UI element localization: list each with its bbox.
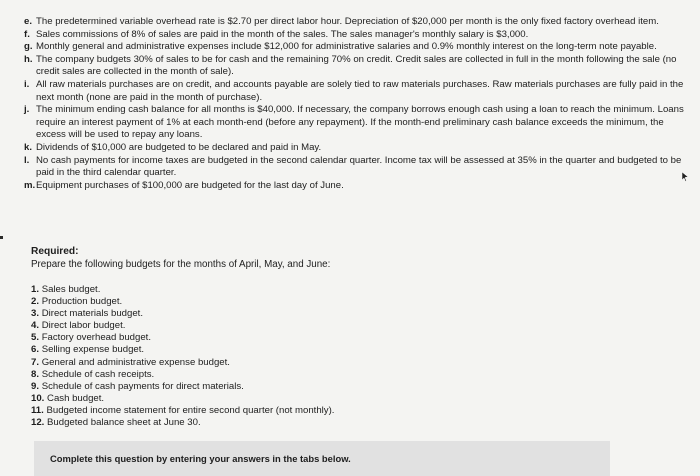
budget-item [31,393,334,405]
margin-marker [0,236,3,239]
budget-text: Direct labor budget. [41,320,126,332]
assumption-item [24,16,684,29]
budget-item [31,332,334,344]
budget-text: Factory overhead budget. [41,332,152,344]
required-instruction: Prepare the following budgets for the months of April, May, and June: [31,259,331,270]
assumption-text: All raw materials purchases are on credit, and accounts payable are solely tied to raw materials purchases. Raw materials purchases are fully paid in the next month (none are paid in the month of purchase). [36,78,684,103]
assumption-letter: m. [24,179,36,191]
budget-text: Schedule of cash payments for direct materials. [41,380,244,392]
assumption-text: Monthly general and administrative expenses include $12,000 for administrative salaries and 0.9% monthly interest on the long-term note payable. [36,41,657,53]
budget-number: 4. [31,320,40,332]
assumptions-list [24,16,684,192]
assumption-item [24,155,684,180]
instructions-banner [34,441,610,476]
budget-text: Cash budget. [47,392,105,404]
assumption-letter: k. [24,141,33,153]
assumption-item [24,142,684,155]
assumption-text: Dividends of $10,000 are budgeted to be declared and paid in May. [36,141,322,153]
budget-item [31,405,334,417]
budget-text: General and administrative expense budget. [41,356,230,368]
assumption-item [24,29,684,42]
budget-number: 3. [31,308,40,320]
budget-number: 10. [31,392,45,404]
budget-number: 2. [31,296,40,308]
budget-text: Direct materials budget. [41,308,143,320]
budget-item [31,344,334,356]
assumption-letter: f. [24,28,30,40]
budget-number: 12. [31,417,45,429]
assumption-letter: g. [24,41,33,53]
budget-number: 6. [31,344,40,356]
budget-text: Selling expense budget. [41,344,145,356]
assumption-text: The minimum ending cash balance for all months is $40,000. If necessary, the company borrows enough cash using a loan to reach the minimum. Loans require an interest payment of 1% at each month-end (before any repayment). If the month-end preliminary cash balance exceeds the minimum, the excess will be used to repay any loans. [36,104,684,141]
assumption-letter: h. [24,53,33,65]
assumption-letter: e. [24,16,33,27]
assumption-text: Sales commissions of 8% of sales are paid in the month of the sales. The sales manager's monthly salary is $3,000. [36,28,529,40]
budget-item [31,381,334,393]
budget-number: 7. [31,356,40,368]
budget-item [31,357,334,369]
required-heading: Required: [31,246,79,257]
assumption-item [24,104,684,142]
assumption-item [24,54,684,79]
assumption-letter: i. [24,78,30,90]
budget-number: 9. [31,380,40,392]
assumption-letter: l. [24,154,30,166]
budget-text: Schedule of cash receipts. [41,368,155,380]
assumption-item [24,180,684,193]
budget-number: 5. [31,332,40,344]
instructions-text: Complete this question by entering your answers in the tabs below. [50,453,351,464]
budget-text: Budgeted balance sheet at June 30. [47,417,201,429]
budget-list [31,284,334,429]
assumption-text: Equipment purchases of $100,000 are budgeted for the last day of June. [36,179,344,191]
mouse-pointer-icon [681,172,689,182]
budget-text: Sales budget. [41,284,101,295]
assumption-text: The company budgets 30% of sales to be for cash and the remaining 70% on credit. Credit sales are collected in full in the month following the sale (no credit sales are collected in the month of sale). [36,53,677,78]
assumption-text: No cash payments for income taxes are budgeted in the second calendar quarter. Income tax will be assessed at 35% in the quarter and budgeted to be paid in the third calendar quarter. [36,154,682,179]
budget-number: 1. [31,284,40,295]
budget-item [31,417,334,429]
budget-item [31,369,334,381]
assumption-item [24,79,684,104]
budget-number: 11. [31,404,44,416]
budget-text: Production budget. [41,296,123,308]
budget-item [31,296,334,308]
assumption-item [24,41,684,54]
budget-item [31,284,334,296]
budget-text: Budgeted income statement for entire second quarter (not monthly). [46,404,335,416]
budget-item [31,320,334,332]
assumption-text: The predetermined variable overhead rate is $2.70 per direct labor hour. Depreciation of $20,000 per month is the only fixed factory overhead item. [36,16,659,27]
budget-item [31,308,334,320]
assumption-letter: j. [24,104,30,116]
budget-number: 8. [31,368,40,380]
